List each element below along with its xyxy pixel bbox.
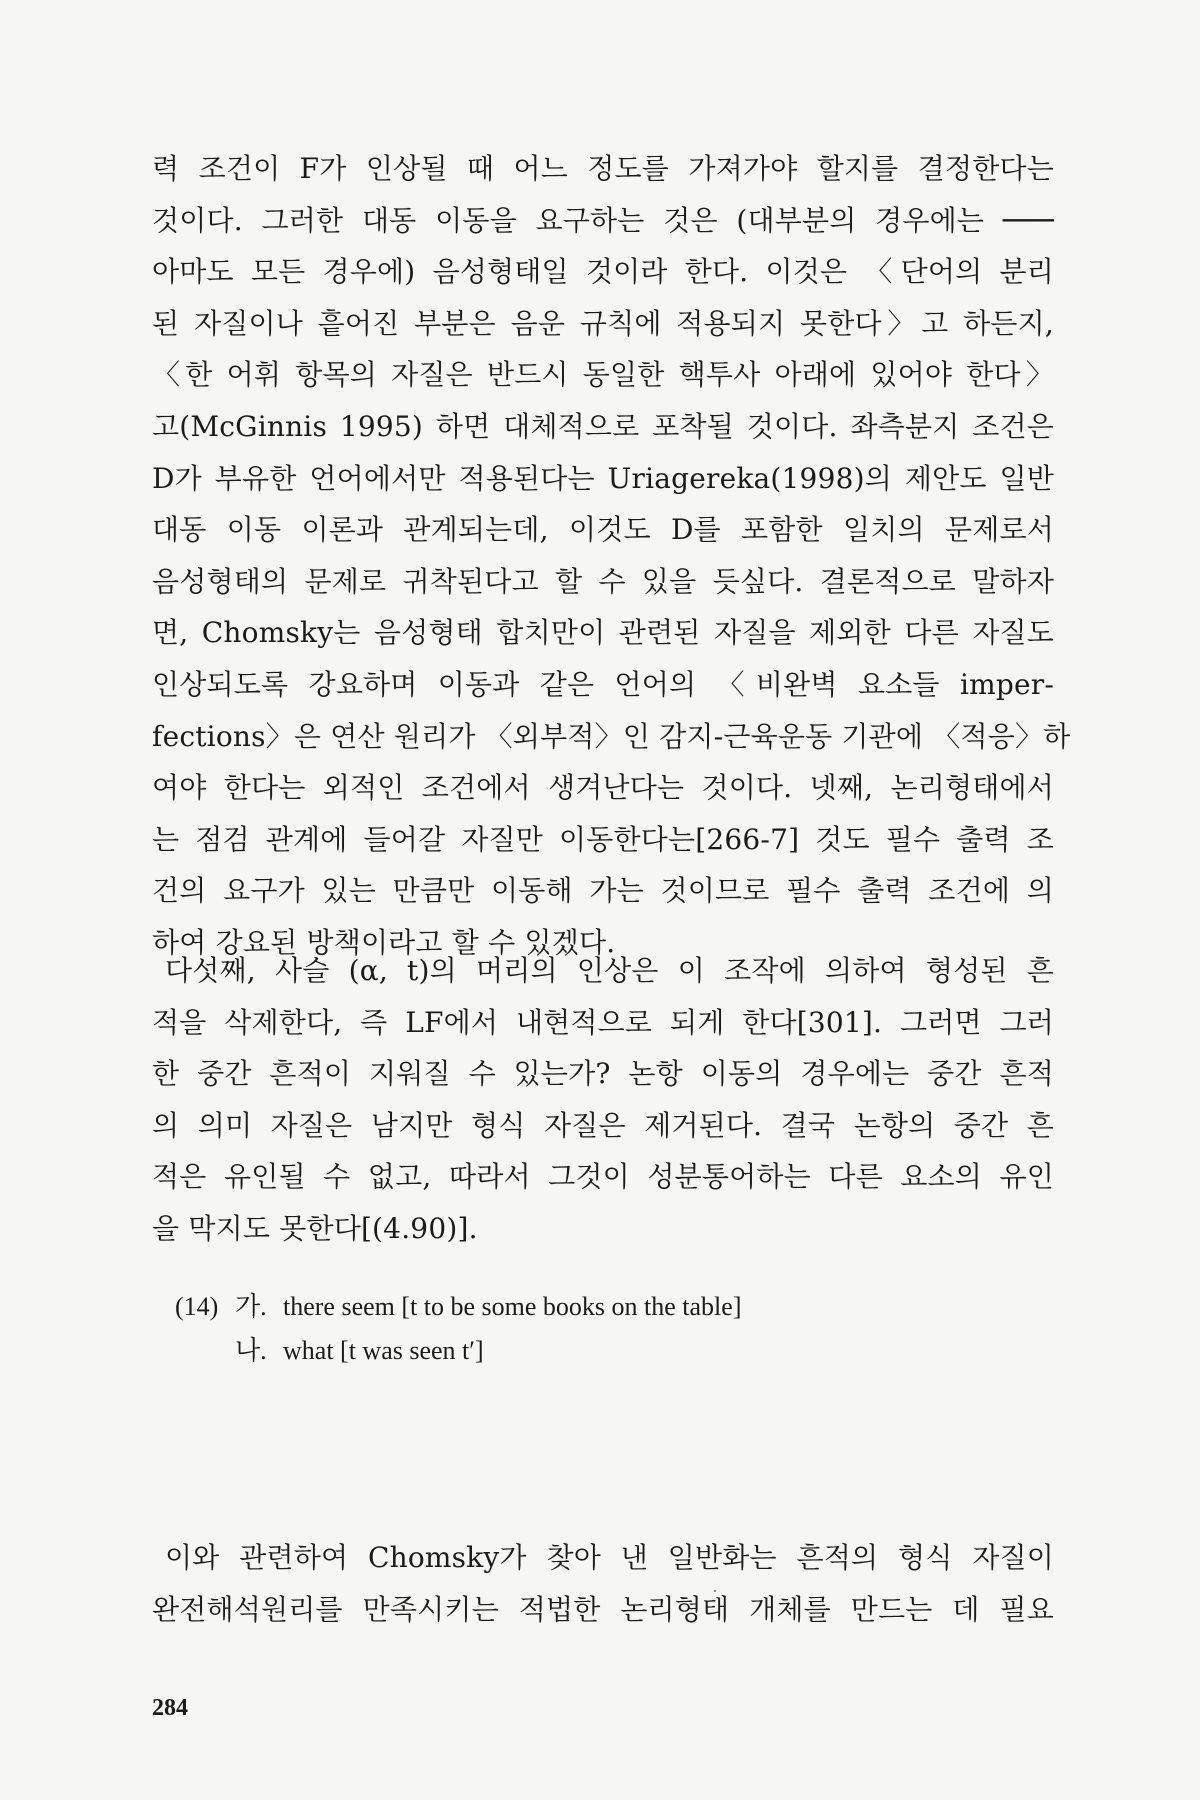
page-number: 284 [152,1695,188,1721]
paragraph-line: 〈한 어휘 항목의 자질은 반드시 동일한 핵투사 아래에 있어야 한다〉 [152,358,1054,392]
example-item [175,1329,875,1373]
paragraph-line: 건의 요구가 있는 만큼만 이동해 가는 것이므로 필수 출력 조건에 의 [152,874,1054,908]
paragraph-line: 이와 관련하여 Chomsky가 찾아 낸 일반화는 흔적의 형식 자질이 [165,1541,1054,1574]
paragraph-1 [152,143,1071,969]
example-block [175,1285,875,1373]
paragraph-line: 는 점검 관계에 들어갈 자질만 이동한다는[266-7] 것도 필수 출력 조 [152,822,1054,856]
scan-speck [714,1590,716,1592]
paragraph-line: 적은 유인될 수 없고, 따라서 그것이 성분통어하는 다른 요소의 유인 [152,1160,1054,1194]
example-text: there seem [t to be some books on the table] [283,1292,742,1321]
paragraph-line: 된 자질이나 흩어진 부분은 음운 규칙에 적용되지 못한다〉고 하든지, [152,306,1054,340]
paragraph-line: 적을 삭제한다, 즉 LF에서 내현적으로 되게 한다[301]. 그러면 그러 [152,1005,1054,1039]
paragraph-line: D가 부유한 언어에서만 적용된다는 Uriagereka(1998)의 제안도 일반 [152,461,1054,495]
paragraph-3 [152,1532,1054,1635]
paragraph-line: 인상되도록 강요하며 이동과 같은 언어의 〈비완벽 요소들 imper- [152,667,1054,701]
paragraph-line: 고(McGinnis 1995) 하면 대체적으로 포착될 것이다. 좌측분지 조건은 [152,409,1054,443]
paragraph-line: 것이다. 그러한 대동 이동을 요구하는 것은 (대부분의 경우에는 ─── [152,203,1054,237]
paragraph-line: 완전해석원리를 만족시키는 적법한 논리형태 개체를 만드는 데 필요 [152,1592,1054,1626]
paragraph-line: 대동 이동 이론과 관계되는데, 이것도 D를 포함한 일치의 문제로서 [152,513,1054,547]
paragraph-line: 면, Chomsky는 음성형태 합치만이 관련된 자질을 제외한 다른 자질도 [152,616,1054,650]
paragraph-line: 을 막지도 못한다[(4.90)]. [152,1211,478,1245]
example-number: (14) [175,1292,219,1321]
paragraph-2 [152,945,1054,1255]
example-label: 가. [235,1292,267,1321]
paragraph-line: 한 중간 흔적이 지워질 수 있는가? 논항 이동의 경우에는 중간 흔적 [152,1057,1054,1091]
paragraph-line: 다섯째, 사슬 (α, t)의 머리의 인상은 이 조작에 의하여 형성된 흔 [165,954,1054,987]
paragraph-line: 여야 한다는 외적인 조건에서 생겨난다는 것이다. 넷째, 논리형태에서 [152,771,1054,805]
paragraph-line: 력 조건이 F가 인상될 때 어느 정도를 가져가야 할지를 결정한다는 [152,152,1054,185]
example-label: 나. [235,1336,267,1365]
example-text: what [t was seen t′] [283,1336,484,1365]
example-item [175,1285,875,1329]
paragraph-line: 음성형태의 문제로 귀착된다고 할 수 있을 듯싶다. 결론적으로 말하자 [152,564,1054,598]
paragraph-line: 하여 강요된 방책이라고 할 수 있겠다. [152,925,616,959]
paragraph-line: 아마도 모든 경우에) 음성형태일 것이라 한다. 이것은 〈단어의 분리 [152,255,1054,289]
paragraph-line: 의 의미 자질은 남지만 형식 자질은 제거된다. 결국 논항의 중간 흔 [152,1108,1054,1142]
paragraph-line: fections〉은 연산 원리가 〈외부적〉인 감지-근육운동 기관에 〈적응〉하 [152,719,1071,753]
